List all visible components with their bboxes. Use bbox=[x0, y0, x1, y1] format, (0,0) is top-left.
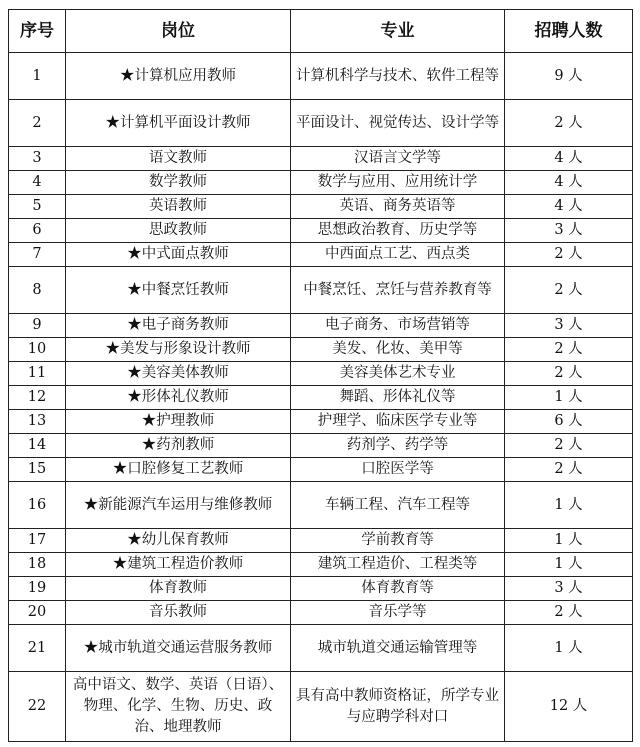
position-cell: 高中语文、数学、英语（日语）、物理、化学、生物、历史、政治、地理教师 bbox=[66, 672, 291, 742]
major-cell: 药剂学、药学等 bbox=[291, 434, 505, 458]
table-row bbox=[9, 458, 633, 482]
major-cell: 体育教育等 bbox=[291, 577, 505, 601]
count-cell: 2 人 bbox=[505, 601, 633, 625]
header-position: 岗位 bbox=[66, 10, 291, 53]
count-cell: 12 人 bbox=[505, 672, 633, 742]
position-cell: ★计算机平面设计教师 bbox=[66, 100, 291, 147]
count-cell: 2 人 bbox=[505, 243, 633, 267]
count-cell: 1 人 bbox=[505, 386, 633, 410]
table-row bbox=[9, 386, 633, 410]
table-row bbox=[9, 362, 633, 386]
position-cell: ★药剂教师 bbox=[66, 434, 291, 458]
count-cell: 3 人 bbox=[505, 577, 633, 601]
major-cell: 音乐学等 bbox=[291, 601, 505, 625]
count-cell: 2 人 bbox=[505, 100, 633, 147]
position-cell: 音乐教师 bbox=[66, 601, 291, 625]
row-number: 9 bbox=[9, 314, 66, 338]
count-cell: 2 人 bbox=[505, 458, 633, 482]
row-number: 14 bbox=[9, 434, 66, 458]
major-cell: 学前教育等 bbox=[291, 529, 505, 553]
major-cell: 英语、商务英语等 bbox=[291, 195, 505, 219]
position-cell: ★中餐烹饪教师 bbox=[66, 267, 291, 314]
count-cell: 3 人 bbox=[505, 219, 633, 243]
row-number: 5 bbox=[9, 195, 66, 219]
major-cell: 汉语言文学等 bbox=[291, 147, 505, 171]
table-row bbox=[9, 410, 633, 434]
major-cell: 城市轨道交通运输管理等 bbox=[291, 625, 505, 672]
row-number: 11 bbox=[9, 362, 66, 386]
table-row bbox=[9, 601, 633, 625]
count-cell: 3 人 bbox=[505, 314, 633, 338]
table-body bbox=[9, 53, 633, 742]
major-cell: 平面设计、视觉传达、设计学等 bbox=[291, 100, 505, 147]
position-cell: ★护理教师 bbox=[66, 410, 291, 434]
count-cell: 4 人 bbox=[505, 195, 633, 219]
position-cell: 语文教师 bbox=[66, 147, 291, 171]
position-cell: ★口腔修复工艺教师 bbox=[66, 458, 291, 482]
position-cell: ★美容美体教师 bbox=[66, 362, 291, 386]
table-row bbox=[9, 338, 633, 362]
position-cell: ★新能源汽车运用与维修教师 bbox=[66, 482, 291, 529]
table-row bbox=[9, 482, 633, 529]
row-number: 12 bbox=[9, 386, 66, 410]
major-cell: 思想政治教育、历史学等 bbox=[291, 219, 505, 243]
position-cell: ★城市轨道交通运营服务教师 bbox=[66, 625, 291, 672]
row-number: 4 bbox=[9, 171, 66, 195]
row-number: 17 bbox=[9, 529, 66, 553]
major-cell: 中餐烹饪、烹饪与营养教育等 bbox=[291, 267, 505, 314]
position-cell: ★计算机应用教师 bbox=[66, 53, 291, 100]
row-number: 3 bbox=[9, 147, 66, 171]
major-cell: 中西面点工艺、西点类 bbox=[291, 243, 505, 267]
position-cell: 体育教师 bbox=[66, 577, 291, 601]
table-row bbox=[9, 577, 633, 601]
major-cell: 美发、化妆、美甲等 bbox=[291, 338, 505, 362]
position-cell: ★美发与形象设计教师 bbox=[66, 338, 291, 362]
count-cell: 6 人 bbox=[505, 410, 633, 434]
position-cell: ★电子商务教师 bbox=[66, 314, 291, 338]
major-cell: 护理学、临床医学专业等 bbox=[291, 410, 505, 434]
row-number: 21 bbox=[9, 625, 66, 672]
table-row bbox=[9, 529, 633, 553]
count-cell: 1 人 bbox=[505, 482, 633, 529]
count-cell: 2 人 bbox=[505, 338, 633, 362]
header-count: 招聘人数 bbox=[505, 10, 633, 53]
table-row bbox=[9, 625, 633, 672]
row-number: 8 bbox=[9, 267, 66, 314]
major-cell: 舞蹈、形体礼仪等 bbox=[291, 386, 505, 410]
position-cell: 英语教师 bbox=[66, 195, 291, 219]
major-cell: 电子商务、市场营销等 bbox=[291, 314, 505, 338]
table-row bbox=[9, 195, 633, 219]
table-row bbox=[9, 314, 633, 338]
count-cell: 1 人 bbox=[505, 529, 633, 553]
major-cell: 美容美体艺术专业 bbox=[291, 362, 505, 386]
position-cell: ★建筑工程造价教师 bbox=[66, 553, 291, 577]
row-number: 7 bbox=[9, 243, 66, 267]
count-cell: 4 人 bbox=[505, 147, 633, 171]
major-cell: 车辆工程、汽车工程等 bbox=[291, 482, 505, 529]
table-row bbox=[9, 147, 633, 171]
count-cell: 1 人 bbox=[505, 625, 633, 672]
position-cell: ★幼儿保育教师 bbox=[66, 529, 291, 553]
row-number: 15 bbox=[9, 458, 66, 482]
row-number: 16 bbox=[9, 482, 66, 529]
major-cell: 计算机科学与技术、软件工程等 bbox=[291, 53, 505, 100]
position-cell: 数学教师 bbox=[66, 171, 291, 195]
table-wrapper bbox=[8, 9, 633, 742]
recruitment-table bbox=[8, 9, 633, 742]
table-row bbox=[9, 672, 633, 742]
major-cell: 具有高中教师资格证，所学专业与应聘学科对口 bbox=[291, 672, 505, 742]
count-cell: 1 人 bbox=[505, 553, 633, 577]
row-number: 1 bbox=[9, 53, 66, 100]
count-cell: 2 人 bbox=[505, 267, 633, 314]
table-row bbox=[9, 53, 633, 100]
row-number: 13 bbox=[9, 410, 66, 434]
header-row bbox=[9, 10, 633, 53]
row-number: 6 bbox=[9, 219, 66, 243]
count-cell: 2 人 bbox=[505, 362, 633, 386]
position-cell: ★形体礼仪教师 bbox=[66, 386, 291, 410]
major-cell: 口腔医学等 bbox=[291, 458, 505, 482]
count-cell: 9 人 bbox=[505, 53, 633, 100]
table-row bbox=[9, 243, 633, 267]
table-row bbox=[9, 267, 633, 314]
row-number: 22 bbox=[9, 672, 66, 742]
position-cell: ★中式面点教师 bbox=[66, 243, 291, 267]
count-cell: 2 人 bbox=[505, 434, 633, 458]
position-cell: 思政教师 bbox=[66, 219, 291, 243]
row-number: 18 bbox=[9, 553, 66, 577]
row-number: 10 bbox=[9, 338, 66, 362]
header-number: 序号 bbox=[9, 10, 66, 53]
major-cell: 建筑工程造价、工程类等 bbox=[291, 553, 505, 577]
count-cell: 4 人 bbox=[505, 171, 633, 195]
row-number: 2 bbox=[9, 100, 66, 147]
major-cell: 数学与应用、应用统计学 bbox=[291, 171, 505, 195]
header-major: 专业 bbox=[291, 10, 505, 53]
table-row bbox=[9, 171, 633, 195]
table-row bbox=[9, 100, 633, 147]
row-number: 20 bbox=[9, 601, 66, 625]
table-row bbox=[9, 553, 633, 577]
row-number: 19 bbox=[9, 577, 66, 601]
table-row bbox=[9, 434, 633, 458]
table-row bbox=[9, 219, 633, 243]
